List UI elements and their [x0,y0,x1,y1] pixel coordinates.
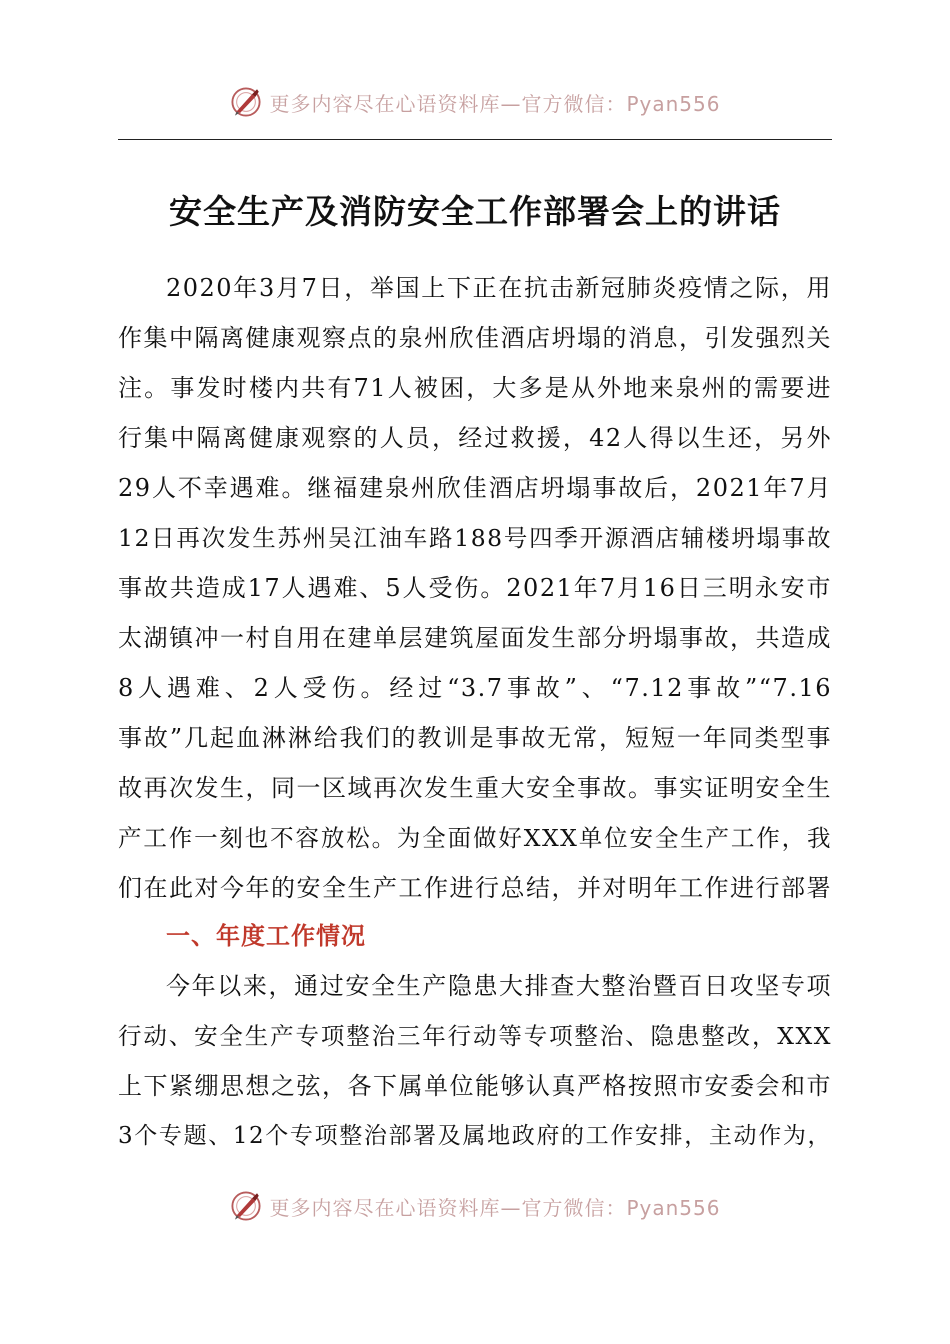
paragraph-line: 事故”几起血淋淋给我们的教训是事故无常，短短一年同类型事 [118,724,832,752]
paragraph-line: 太湖镇冲一村自用在建单层建筑屋面发生部分坍塌事故，共造成 [118,624,832,652]
paragraph-line: 2020年3月7日，举国上下正在抗击新冠肺炎疫情之际，用 [166,274,832,302]
paragraph-line: 作集中隔离健康观察点的泉州欣佳酒店坍塌的消息，引发强烈关 [118,324,832,352]
paragraph-line: 产工作一刻也不容放松。为全面做好XXX单位安全生产工作，我 [118,824,832,852]
paragraph-line: 们在此对今年的安全生产工作进行总结，并对明年工作进行部署 [118,874,832,902]
section-heading: 一、年度工作情况 [166,922,366,950]
document-title: 安全生产及消防安全工作部署会上的讲话 [169,192,781,231]
section-paragraph [118,961,832,1161]
paragraph-line: 3个专题、12个专项整治部署及属地政府的工作安排，主动作为， [118,1123,832,1149]
paragraph-line: 故再次发生，同一区域再次发生重大安全事故。事实证明安全生 [118,774,832,802]
header-divider [118,139,832,140]
paragraph-line: 行集中隔离健康观察的人员，经过救援，42人得以生还，另外 [118,424,832,452]
intro-paragraph [118,263,832,913]
header-watermark [0,80,950,124]
pen-circle-logo-icon [229,1189,263,1223]
pen-circle-logo-icon [229,85,263,119]
watermark-text: 更多内容尽在心语资料库—官方微信：Pyan556 [269,91,721,116]
paragraph-line: 12日再次发生苏州吴江油车路188号四季开源酒店辅楼坍塌事故 [118,524,832,552]
paragraph-line: 今年以来，通过安全生产隐患大排查大整治暨百日攻坚专项 [166,972,832,1000]
footer-watermark [0,1184,950,1228]
paragraph-line: 29人不幸遇难。继福建泉州欣佳酒店坍塌事故后，2021年7月 [118,474,832,502]
paragraph-line: 行动、安全生产专项整治三年行动等专项整治、隐患整改，XXX [118,1022,832,1050]
paragraph-line: 上下紧绷思想之弦，各下属单位能够认真严格按照市安委会和市 [118,1072,832,1100]
paragraph-line: 事故共造成17人遇难、5人受伤。2021年7月16日三明永安市 [118,574,832,602]
watermark-text: 更多内容尽在心语资料库—官方微信：Pyan556 [269,1195,721,1220]
paragraph-line: 注。事发时楼内共有71人被困，大多是从外地来泉州的需要进 [118,374,832,402]
paragraph-line: 8人遇难、2人受伤。经过“3.7事故”、“7.12事故”“7.16 [118,674,832,702]
